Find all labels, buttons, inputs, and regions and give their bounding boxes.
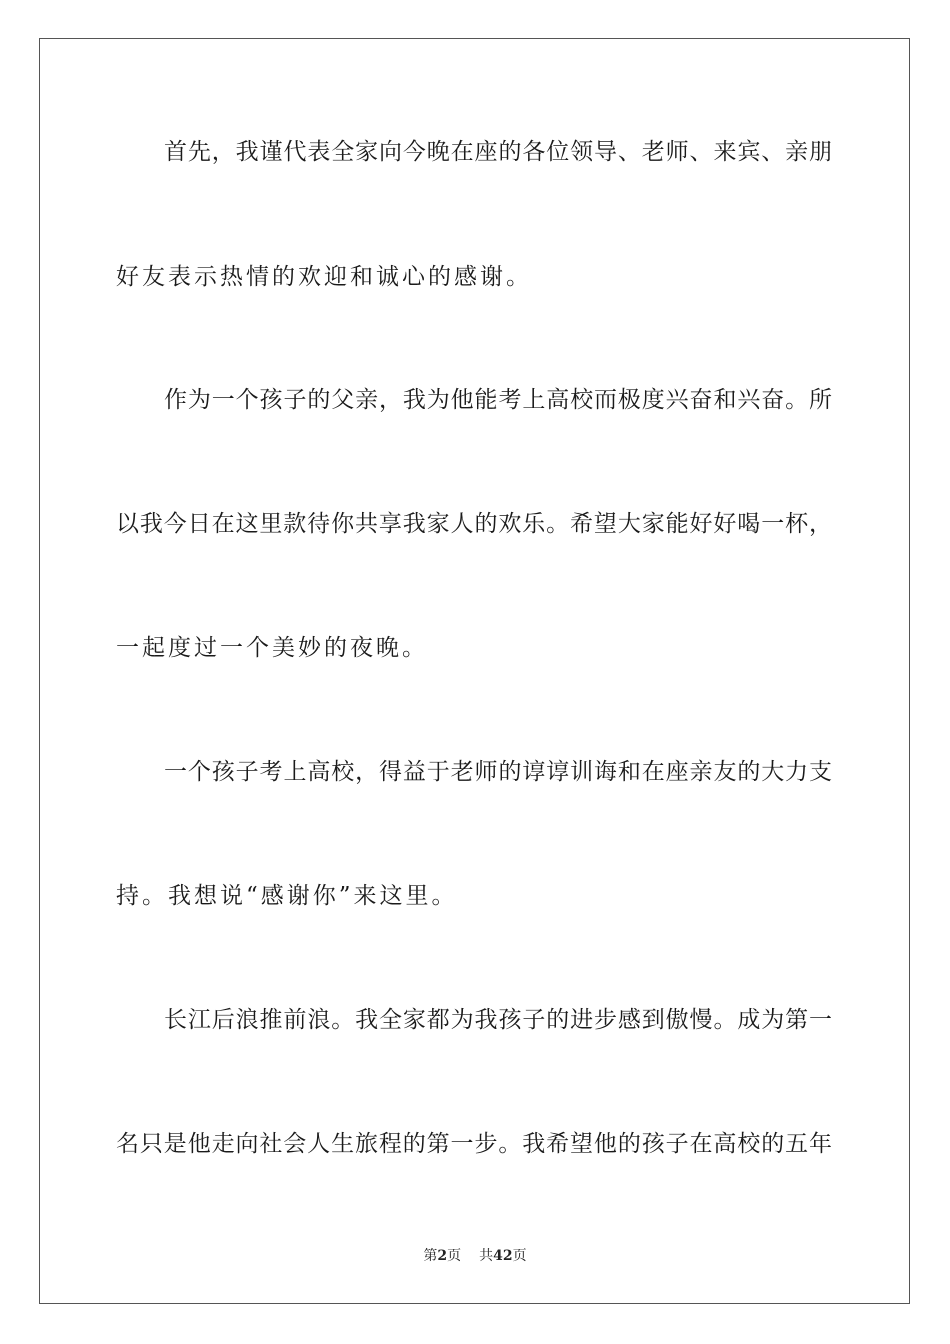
- page-footer: [0, 1246, 950, 1266]
- total-suffix: 页: [512, 1248, 527, 1264]
- paragraph-2-line-3: 一起度过一个美妙的夜晚。: [116, 635, 428, 661]
- paragraph-3-line-2: 持。我想说“感谢你”来这里。: [116, 883, 458, 909]
- paragraph-2-line-1: 作为一个孩子的父亲，我为他能考上高校而极度兴奋和兴奋。所: [164, 387, 832, 413]
- page-suffix: 页: [447, 1248, 462, 1264]
- total-pages: 42: [493, 1248, 513, 1264]
- paragraph-1-line-1: 首先，我谨代表全家向今晚在座的各位领导、老师、来宾、亲朋: [164, 139, 832, 165]
- page-prefix: 第: [423, 1248, 438, 1264]
- paragraph-4-line-2: 名只是他走向社会人生旅程的第一步。我希望他的孩子在高校的五年: [116, 1131, 832, 1157]
- paragraph-3-line-1: 一个孩子考上高校，得益于老师的谆谆训诲和在座亲友的大力支: [164, 759, 832, 785]
- paragraph-1-line-2: 好友表示热情的欢迎和诚心的感谢。: [116, 264, 532, 290]
- page-number: 2: [437, 1248, 448, 1264]
- paragraph-2-line-2: 以我今日在这里款待你共享我家人的欢乐。希望大家能好好喝一杯，: [116, 511, 832, 537]
- page-border: [39, 38, 910, 1304]
- paragraph-4-line-1: 长江后浪推前浪。我全家都为我孩子的进步感到傲慢。成为第一: [164, 1007, 832, 1033]
- total-prefix: 共: [479, 1248, 494, 1264]
